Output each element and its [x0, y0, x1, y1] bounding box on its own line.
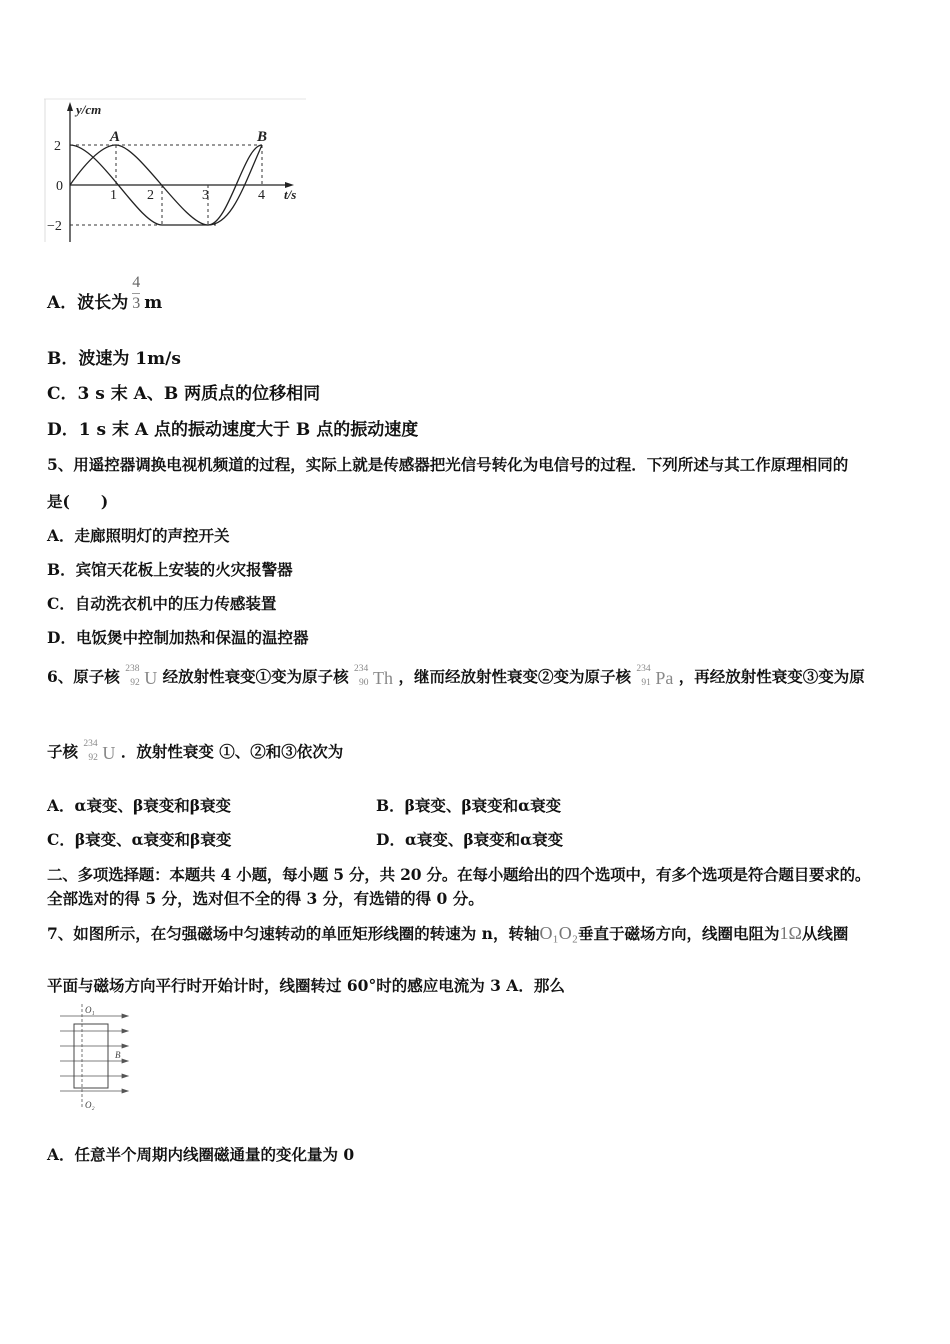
axis-symbol: O₁O₂ — [539, 923, 579, 943]
fraction-numerator: 4 — [132, 273, 140, 294]
q6-text-6: ．放射性衰变 ①、②和③依次为 — [120, 742, 344, 761]
field-label-b: B — [115, 1050, 121, 1060]
nuclide-pa234 — [636, 663, 674, 689]
x-tick-4: 4 — [258, 188, 265, 203]
q6-text-1: 6、原子核 — [47, 667, 120, 686]
q6-text-3: ，继而经放射性衰变②变为原子核 — [398, 667, 631, 686]
q5-option-b: B．宾馆天花板上安装的火灾报警器 — [47, 560, 293, 579]
q4-option-c — [47, 379, 320, 404]
axis-label-o1: O₁ — [85, 1005, 95, 1015]
q4-option-b — [47, 344, 181, 369]
coil-diagram — [58, 1002, 134, 1112]
wave-graph — [44, 98, 308, 244]
q4-option-a-unit: m — [144, 293, 163, 313]
coil-rectangle — [74, 1024, 108, 1088]
element-symbol: Pa — [655, 667, 674, 688]
mass-number: 234 — [354, 663, 369, 674]
q4-option-c-label: C． — [47, 384, 78, 404]
fraction-denominator: 3 — [132, 295, 141, 312]
q5-option-a: A．走廊照明灯的声控开关 — [47, 526, 230, 545]
q7-option-a: A．任意半个周期内线圈磁通量的变化量为 0 — [47, 1145, 355, 1164]
resistance-symbol: 1Ω — [779, 923, 802, 943]
y-tick-neg2: −2 — [47, 219, 62, 234]
nuclide-th234 — [354, 663, 394, 689]
section2-line2: 全部选对的得 5 分，选对但不全的得 3 分，有选错的得 0 分。 — [47, 889, 484, 908]
atomic-number: 92 — [130, 677, 140, 688]
element-symbol: Th — [373, 667, 394, 688]
point-b-label: B — [257, 129, 268, 145]
q6-option-b: B．β衰变、β衰变和α衰变 — [376, 796, 562, 815]
q4-option-d — [47, 415, 418, 440]
q6-option-d: D．α衰变、β衰变和α衰变 — [376, 830, 564, 849]
x-axis-label: t/s — [284, 187, 297, 202]
y-tick-2: 2 — [54, 139, 61, 154]
q5-stem-line1: 5、用遥控器调换电视机频道的过程，实际上就是传感器把光信号转化为电信号的过程．下列所述与其工作原理相同的 — [47, 455, 849, 474]
q4-option-d-text: 1 s 末 A 点的振动速度大于 B 点的振动速度 — [78, 420, 419, 440]
y-axis-arrow — [67, 102, 73, 111]
q7-text-3: 从线圈 — [801, 924, 849, 943]
y-axis-label: y/cm — [76, 102, 102, 117]
q6-text-4: ，再经放射性衰变③变为原 — [678, 667, 865, 686]
q6-text-2: 经放射性衰变①变为原子核 — [162, 667, 349, 686]
q7-stem-line2: 平面与磁场方向平行时开始计时，线圈转过 60°时的感应电流为 3 A．那么 — [47, 976, 565, 995]
q5-stem-line2: 是( ) — [47, 492, 109, 511]
section2-line1: 二、多项选择题：本题共 4 小题，每小题 5 分，共 20 分。在每小题给出的四个选项中，有多个选项是符合题目要求的。 — [47, 865, 871, 884]
q6-stem-line1 — [47, 665, 865, 689]
axis-label-o2: O₂ — [85, 1100, 95, 1110]
q4-option-c-text: 3 s 末 A、B 两质点的位移相同 — [77, 384, 321, 404]
y-tick-0: 0 — [56, 179, 63, 194]
q5-option-c: C．自动洗衣机中的压力传感装置 — [47, 594, 277, 613]
q6-option-a: A．α衰变、β衰变和β衰变 — [47, 796, 232, 815]
element-symbol: U — [144, 667, 158, 688]
q4-option-b-label: B． — [47, 349, 79, 369]
mass-number: 238 — [125, 663, 140, 674]
x-tick-3: 3 — [202, 188, 209, 203]
q4-option-d-label: D． — [47, 420, 79, 440]
x-tick-1: 1 — [110, 188, 117, 203]
atomic-number: 92 — [88, 752, 98, 763]
mass-number: 234 — [636, 663, 651, 674]
q7-stem-line1 — [47, 922, 848, 944]
x-tick-2: 2 — [147, 188, 154, 203]
element-symbol: U — [102, 742, 116, 763]
nuclide-u234 — [83, 738, 116, 764]
q4-option-a-label: A． — [47, 293, 78, 313]
q4-option-b-text: 波速为 1m/s — [78, 349, 181, 369]
q6-text-5: 子核 — [47, 742, 79, 761]
atomic-number: 90 — [359, 677, 369, 688]
q7-text-2: 垂直于磁场方向，线圈电阻为 — [578, 924, 780, 943]
q4-fraction — [132, 273, 140, 314]
nuclide-u238 — [125, 663, 158, 689]
q4-option-a — [47, 274, 163, 324]
q6-stem-line2 — [47, 740, 343, 764]
q5-option-d: D．电饭煲中控制加热和保温的温控器 — [47, 628, 309, 647]
mass-number: 234 — [83, 738, 98, 749]
q4-option-a-text-pre: 波长为 — [77, 293, 129, 313]
point-a-label: A — [110, 129, 121, 145]
atomic-number: 91 — [641, 677, 651, 688]
q7-text-1: 7、如图所示，在匀强磁场中匀速转动的单匝矩形线圈的转速为 n，转轴 — [47, 924, 540, 943]
q6-option-c: C．β衰变、α衰变和β衰变 — [47, 830, 232, 849]
